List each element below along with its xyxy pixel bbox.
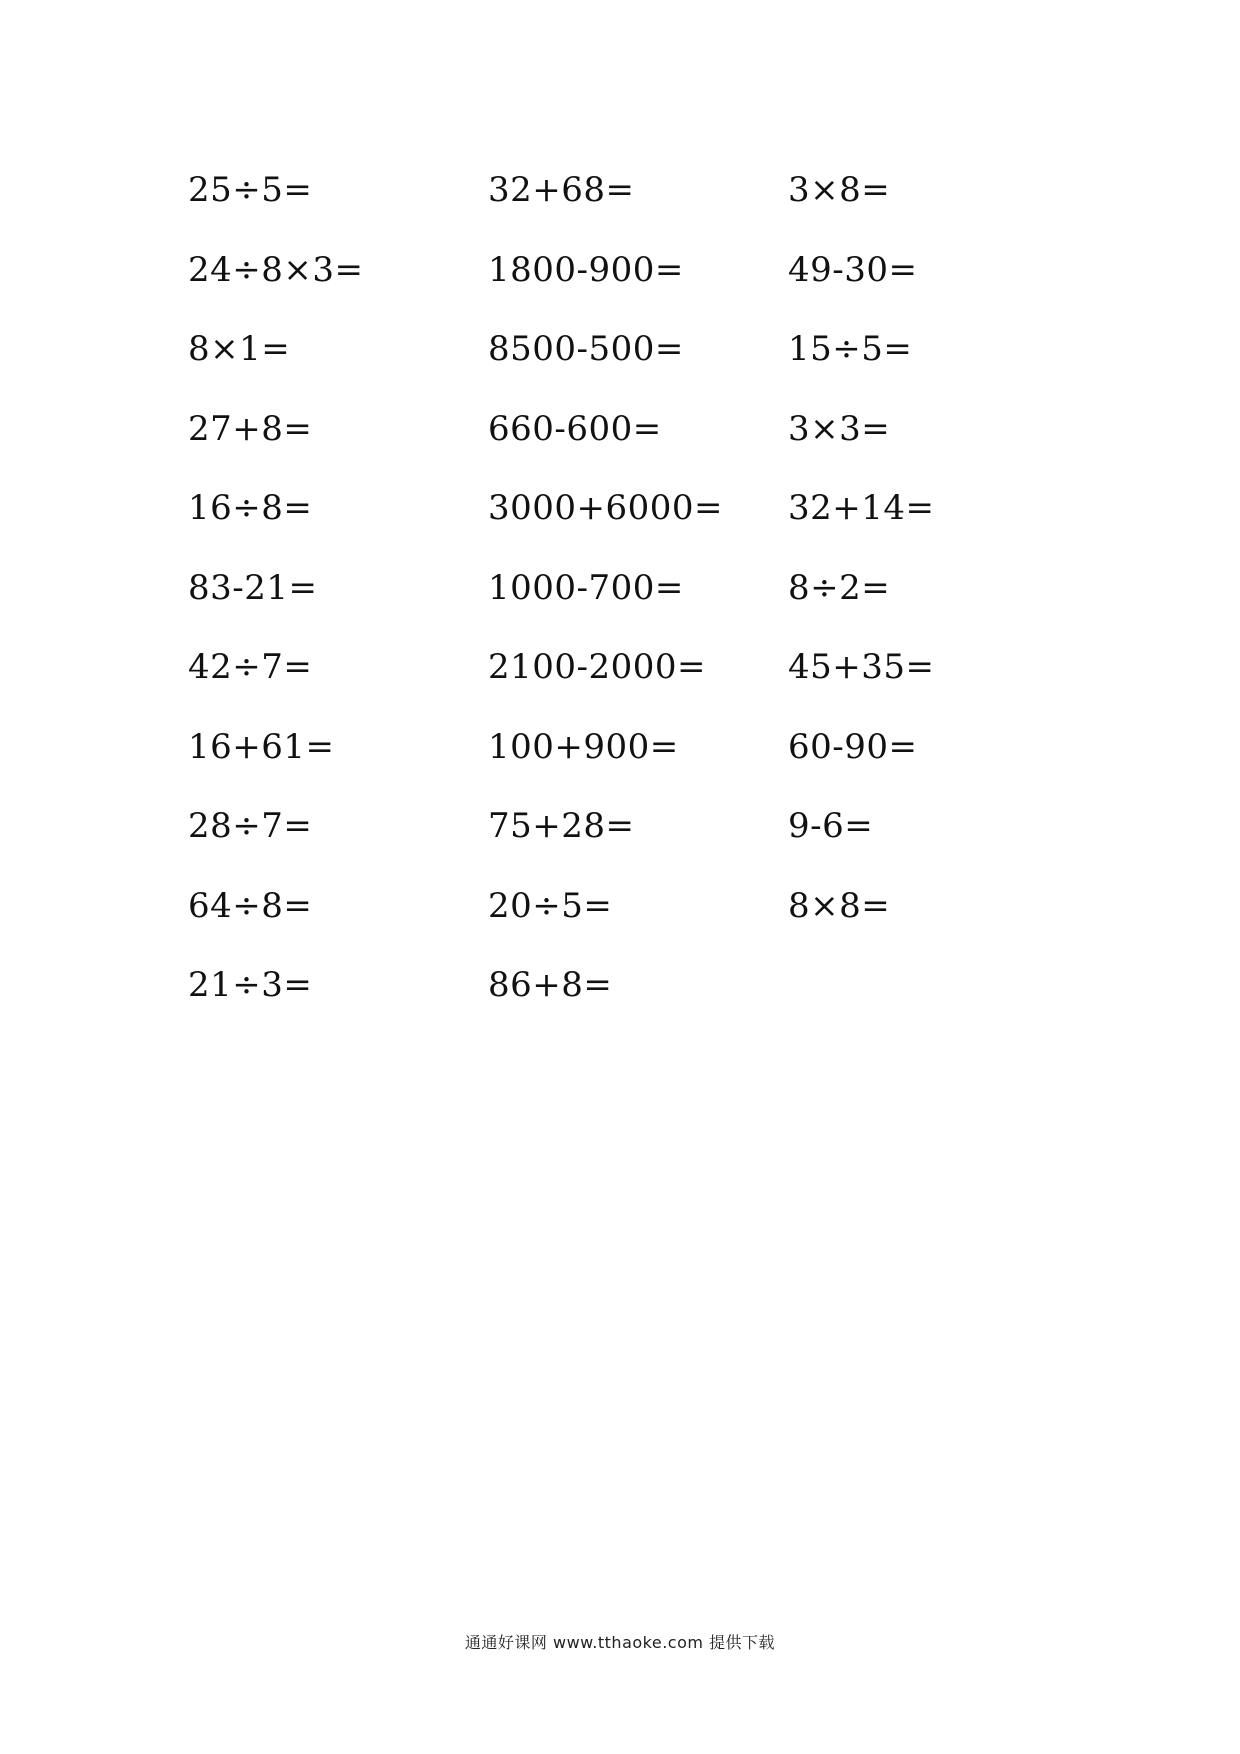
math-problem: 21÷3= [188, 965, 313, 1005]
math-problem: 8÷2= [788, 567, 891, 608]
problem-row [188, 886, 1088, 966]
footer-credit: 通通好课网 www.tthaoke.com 提供下载 [464, 1633, 776, 1652]
math-problem: 8×8= [788, 885, 891, 926]
math-problem: 60-90= [788, 726, 918, 767]
math-problem: 45+35= [788, 647, 935, 687]
problem-row [188, 250, 1088, 330]
math-problem: 75+28= [488, 806, 635, 846]
problem-row [188, 965, 1088, 1045]
arithmetic-worksheet [188, 170, 1088, 1045]
math-problem: 27+8= [188, 408, 313, 449]
math-problem: 1800-900= [488, 249, 684, 290]
math-problem: 32+14= [788, 488, 935, 528]
math-problem: 3000+6000= [488, 488, 724, 528]
problem-row [188, 488, 1088, 568]
math-problem: 83-21= [188, 567, 318, 608]
math-problem: 660-600= [488, 408, 662, 449]
math-problem: 2100-2000= [488, 647, 707, 687]
math-problem: 86+8= [488, 965, 613, 1005]
math-problem: 28÷7= [188, 806, 313, 846]
math-problem: 25÷5= [188, 170, 313, 210]
problem-row [188, 170, 1088, 250]
math-problem: 15÷5= [788, 329, 913, 369]
math-problem: 1000-700= [488, 567, 684, 608]
math-problem: 49-30= [788, 249, 918, 290]
problem-row [188, 409, 1088, 489]
math-problem: 3×8= [788, 170, 891, 210]
problem-row [188, 568, 1088, 648]
math-problem: 8500-500= [488, 329, 684, 369]
math-problem: 9-6= [788, 806, 874, 846]
math-problem: 8×1= [188, 329, 291, 369]
math-problem: 16+61= [188, 726, 335, 767]
math-problem: 42÷7= [188, 647, 313, 687]
math-problem: 16÷8= [188, 488, 313, 528]
math-problem: 3×3= [788, 408, 891, 449]
problem-row [188, 329, 1088, 409]
math-problem: 64÷8= [188, 885, 313, 926]
math-problem: 24÷8×3= [188, 249, 364, 290]
math-problem: 32+68= [488, 170, 635, 210]
math-problem: 20÷5= [488, 885, 613, 926]
problem-row [188, 806, 1088, 886]
math-problem: 100+900= [488, 726, 679, 767]
problem-row [188, 727, 1088, 807]
problem-row [188, 647, 1088, 727]
